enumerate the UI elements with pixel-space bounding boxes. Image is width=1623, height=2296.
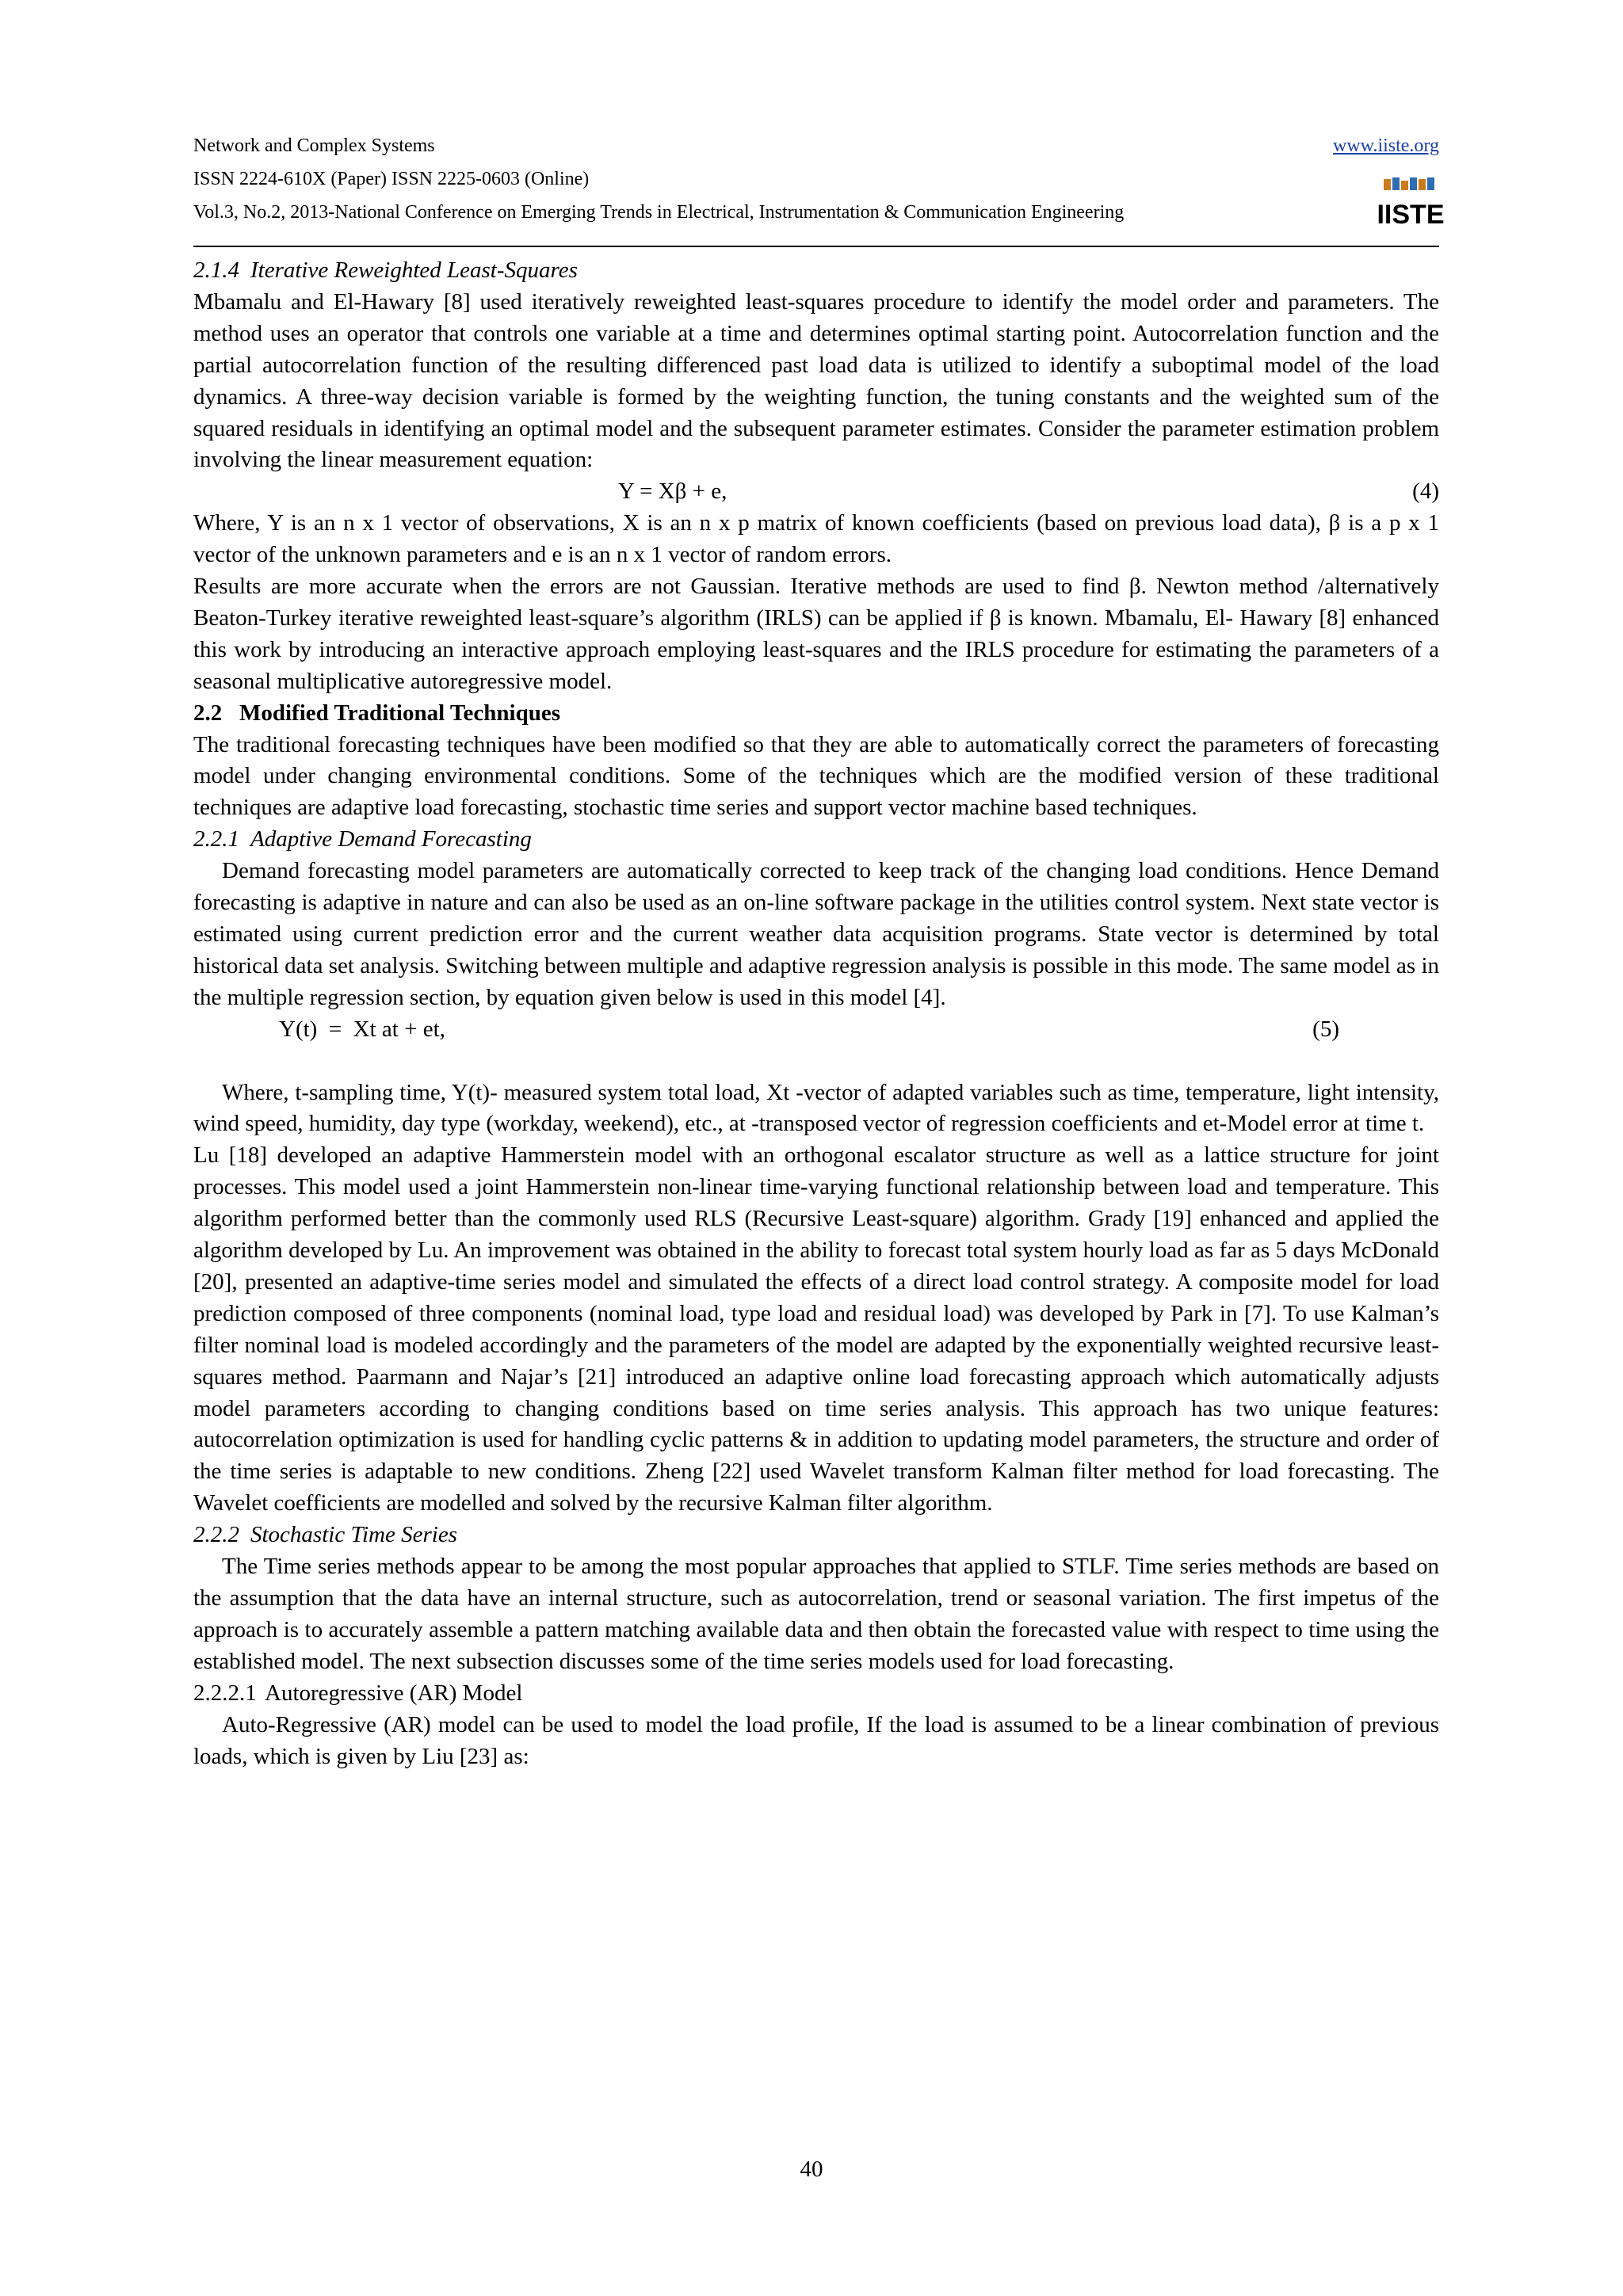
iiste-logo-icon — [1377, 176, 1445, 230]
equation-5 — [193, 1014, 1339, 1046]
paragraph-modified-techniques: The traditional forecasting techniques have been modified so that they are able to automatically correct the parameters of forecasting model under changing environmental conditions. Some of the techniques which are the modified version of these traditional techniques are adaptive load forecasting, stochastic time series and support vector machine based techniques. — [193, 731, 1439, 821]
paragraph-irls-results: Results are more accurate when the errors are not Gaussian. Iterative methods are used to find β. Newton method /alternatively Beaton-Turkey iterative reweighted least-square’s algorithm (IRLS) can be applied if β is known. Mbamalu, El- Hawary [8] enhanced this work by introducing an interactive approach employing least-squares and the IRLS procedure for estimating the parameters of a seasonal multiplicative autoregressive model. — [193, 574, 1439, 694]
section-heading-2-2: 2.2 Modified Traditional Techniques — [193, 700, 561, 726]
paragraph-irls-where: Where, Y is an n x 1 vector of observations, X is an n x p matrix of known coefficients (based on previous load data), β is a p x 1 vector of the unknown parameters and e is an n x 1 vector of random errors. — [193, 510, 1439, 568]
journal-url-link[interactable]: www.iiste.org — [1333, 135, 1439, 156]
page-number: 40 — [800, 2157, 823, 2182]
paragraph-ar-model: Auto-Regressive (AR) model can be used to model the load profile, If the load is assumed to be a linear combination of previous loads, which is given by Liu [23] as: — [193, 1711, 1439, 1769]
paragraph-adaptive-intro: Demand forecasting model parameters are automatically corrected to keep track of the changing load conditions. Hence Demand forecasting is adaptive in nature and can also be used as an on-line software package in the utilities control system. Next state vector is estimated using current prediction error and the current weather data acquisition programs. State vector is determined by total historical data set analysis. Switching between multiple and adaptive regression analysis is possible in this mode. The same model as in the multiple regression section, by equation given below is used in this model [4]. — [193, 858, 1439, 1010]
logo-text: IISTE — [1377, 200, 1445, 230]
volume-line: Vol.3, No.2, 2013-National Conference on Emerging Trends in Electrical, Instrumentation & Communication Engineering — [193, 202, 1125, 223]
header-rule — [193, 246, 1439, 247]
section-heading-2-2-2: 2.2.2 Stochastic Time Series — [193, 1522, 457, 1548]
section-heading-2-2-1: 2.2.1 Adaptive Demand Forecasting — [193, 826, 532, 852]
paragraph-irls-intro: Mbamalu and El-Hawary [8] used iteratively reweighted least-squares procedure to identify the model order and parameters. The method uses an operator that controls one variable at a time and determines optimal starting point. Autocorrelation function and the partial autocorrelation function of the resulting differenced past load data is utilized to identify a suboptimal model of the load dynamics. A three-way decision variable is formed by the weighting function, the tuning constants and the weighted sum of the squared residuals in identifying an optimal model and the subsequent parameter estimates. Consider the parameter estimation problem involving the linear measurement equation: — [193, 288, 1439, 473]
paragraph-hammerstein: Lu [18] developed an adaptive Hammerstein model with an orthogonal escalator structure as well as a lattice structure for joint processes. This model used a joint Hammerstein non-linear time-varying functional relationship between load and temperature. This algorithm performed better than the commonly used RLS (Recursive Least-square) algorithm. Grady [19] enhanced and applied the algorithm developed by Lu. An improvement was obtained in the ability to forecast total system hourly load as far as 5 days McDonald [20], presented an adaptive-time series model and simulated the effects of a direct load control strategy. A composite model for load prediction composed of three components (nominal load, type load and residual load) was developed by Park in [7]. To use Kalman’s filter nominal load is modeled accordingly and the parameters of the model are adapted by the exponentially weighted recursive least-squares method. Paarmann and Najar’s [21] introduced an adaptive online load forecasting approach which automatically adjusts model parameters according to changing conditions based on time series analysis. This approach has two unique features: autocorrelation optimization is used for handling cyclic patterns & in addition to updating model parameters, the structure and order of the time series is adaptable to new conditions. Zheng [22] used Wavelet transform Kalman filter method for load forecasting. The Wavelet coefficients are modelled and solved by the recursive Kalman filter algorithm. — [193, 1142, 1439, 1516]
section-heading-2-2-2-1: 2.2.2.1 Autoregressive (AR) Model — [193, 1680, 523, 1706]
equation-4-body: Y = Xβ + e, — [618, 479, 727, 505]
issn-line: ISSN 2224-610X (Paper) ISSN 2225-0603 (Online) — [193, 169, 590, 189]
journal-name: Network and Complex Systems — [193, 135, 435, 156]
article-body — [193, 255, 1439, 1772]
section-heading-2-1-4: 2.1.4 Iterative Reweighted Least-Squares — [193, 257, 578, 283]
equation-4-number: (4) — [1412, 479, 1439, 505]
equation-5-number: (5) — [1312, 1016, 1339, 1042]
equation-4 — [193, 476, 1439, 508]
page-header — [193, 133, 1445, 260]
equation-5-body: Y(t) = Xt at + et, — [279, 1016, 445, 1042]
spacer — [193, 1046, 1439, 1077]
paragraph-time-series: The Time series methods appear to be among the most popular approaches that applied to STLF. Time series methods are based on the assumption that the data have an internal structure, such as autocorrelation, trend or seasonal variation. The first impetus of the approach is to accurately assemble a pattern matching available data and then obtain the forecasted value with respect to time using the established model. The next subsection discusses some of the time series models used for load forecasting. — [193, 1554, 1439, 1674]
paragraph-adaptive-where: Where, t-sampling time, Y(t)- measured system total load, Xt -vector of adapted variables such as time, temperature, light intensity, wind speed, humidity, day type (workday, weekend), etc., at -transposed vector of regression coefficients and et-Model error at time t. — [193, 1079, 1439, 1137]
